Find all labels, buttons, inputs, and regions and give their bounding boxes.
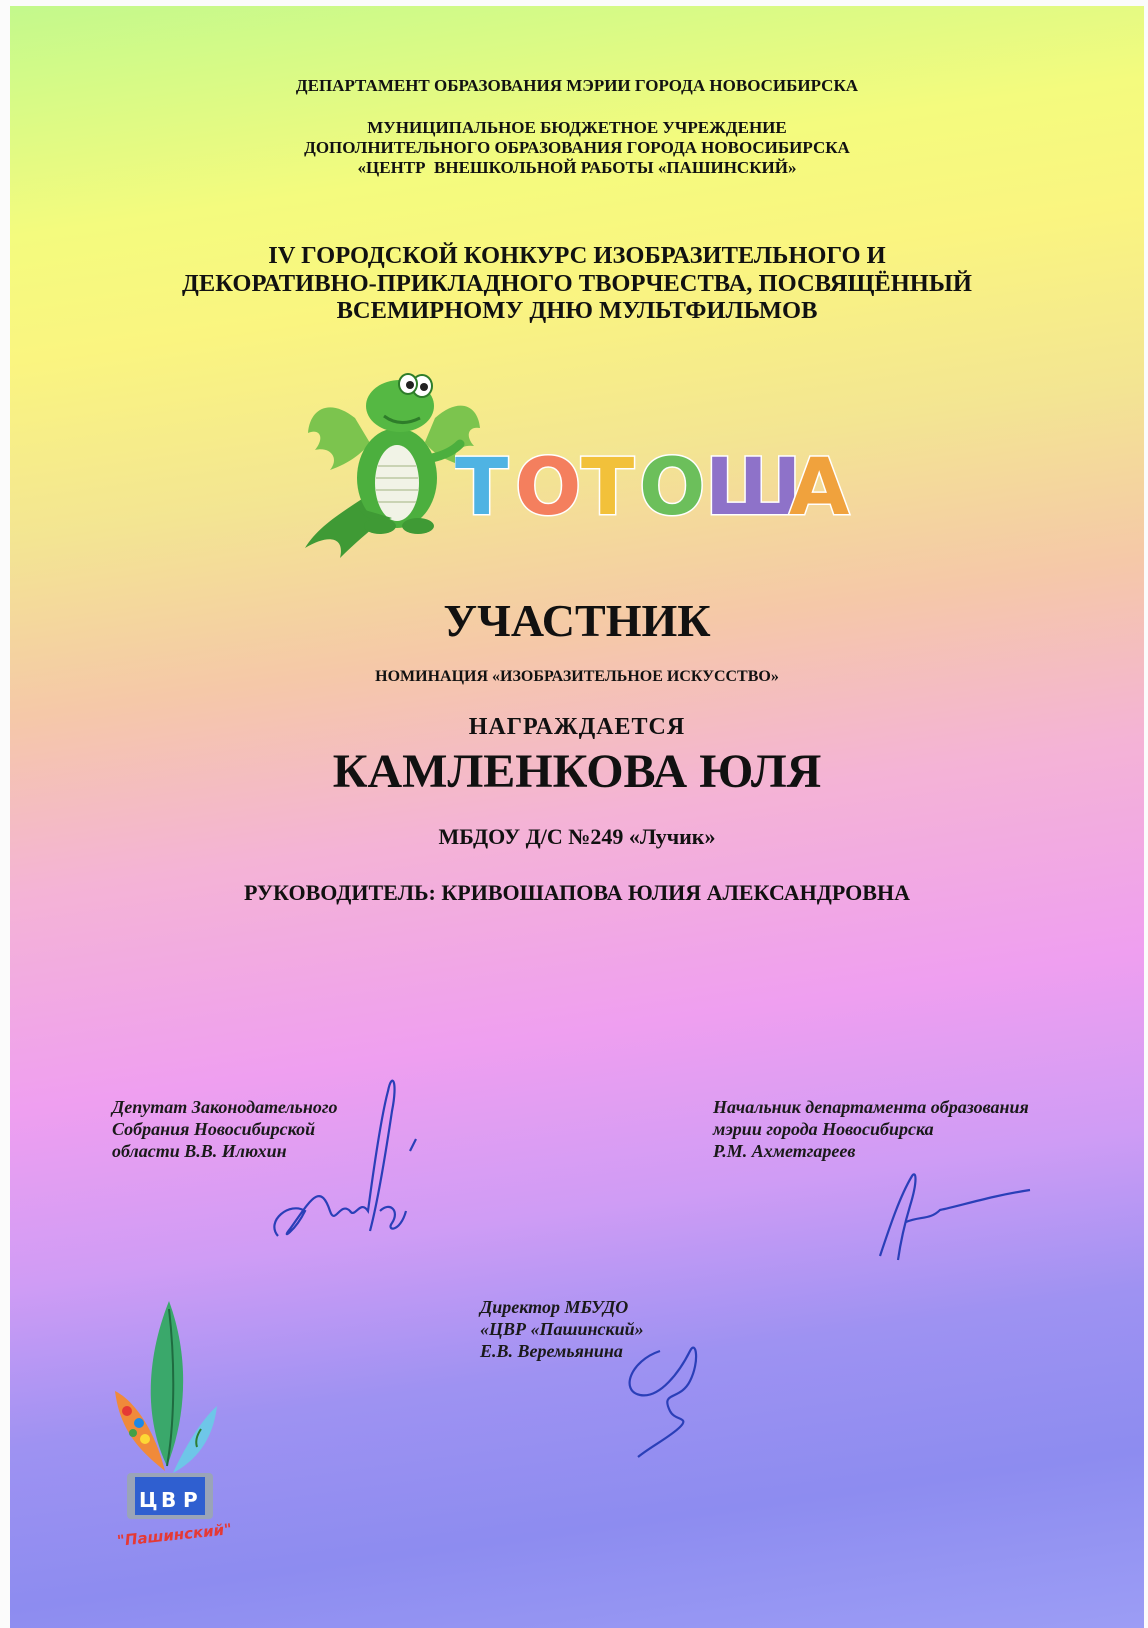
- brand-letter: Т: [455, 443, 509, 533]
- signatory-line: Директор МБУДО: [480, 1297, 629, 1317]
- brand-letter: О: [515, 443, 582, 533]
- signatory-line: мэрии города Новосибирска: [713, 1119, 934, 1139]
- institution-line: ДОПОЛНИТЕЛЬНОГО ОБРАЗОВАНИЯ ГОРОДА НОВОСИБИРСКА: [304, 138, 850, 157]
- contest-title: [10, 242, 1144, 325]
- recipient-organization: МБДОУ Д/С №249 «Лучик»: [438, 824, 716, 849]
- logo-letter: В: [161, 1488, 177, 1512]
- signatory-line: области В.В. Илюхин: [112, 1141, 287, 1161]
- brand-letter: Ш: [705, 443, 802, 533]
- institution-line: «ЦЕНТР ВНЕШКОЛЬНОЙ РАБОТЫ «ПАШИНСКИЙ»: [357, 158, 797, 177]
- signatory-line: Е.В. Веремьянина: [480, 1341, 623, 1361]
- brand-letter: А: [789, 443, 850, 533]
- institution-heading: [10, 118, 1144, 178]
- signatory-line: Собрания Новосибирской: [112, 1119, 316, 1139]
- signatory-line: «ЦВР «Пашинский»: [480, 1319, 644, 1339]
- signatory-line: Р.М. Ахметгареев: [713, 1141, 856, 1161]
- logo-letter: Р: [183, 1488, 198, 1512]
- signatory-line: Начальник департамента образования: [713, 1097, 1029, 1117]
- logo-caption: "Пашинский": [116, 1520, 233, 1550]
- brand-letter: О: [639, 443, 706, 533]
- recipient-name: КАМЛЕНКОВА ЮЛЯ: [332, 745, 822, 798]
- signature-icon: [260, 1061, 430, 1261]
- totosha-logo: [455, 434, 875, 534]
- contest-line: IV ГОРОДСКОЙ КОНКУРС ИЗОБРАЗИТЕЛЬНОГО И: [268, 242, 886, 269]
- contest-line: ДЕКОРАТИВНО-ПРИКЛАДНОГО ТВОРЧЕСТВА, ПОСВЯЩЁННЫЙ: [182, 269, 972, 297]
- institution-line: МУНИЦИПАЛЬНОЕ БЮДЖЕТНОЕ УЧРЕЖДЕНИЕ: [367, 118, 787, 137]
- cvr-pashinsky-logo-icon: [105, 1301, 235, 1551]
- supervisor: РУКОВОДИТЕЛЬ: КРИВОШАПОВА ЮЛИЯ АЛЕКСАНДРОВНА: [244, 880, 910, 905]
- contest-line: ВСЕМИРНОМУ ДНЮ МУЛЬТФИЛЬМОВ: [336, 297, 818, 324]
- signatory-line: Депутат Законодательного: [112, 1097, 338, 1117]
- brand-letter: Т: [581, 443, 635, 533]
- logo-letter: Ц: [139, 1488, 158, 1512]
- signature-icon: [620, 1331, 720, 1461]
- awarded-label: НАГРАЖДАЕТСЯ: [468, 714, 686, 740]
- department-heading: ДЕПАРТАМЕНТ ОБРАЗОВАНИЯ МЭРИИ ГОРОДА НОВОСИБИРСКА: [295, 76, 859, 95]
- signature-icon: [870, 1166, 1040, 1266]
- certificate-page: [10, 6, 1144, 1628]
- nomination: НОМИНАЦИЯ «ИЗОБРАЗИТЕЛЬНОЕ ИСКУССТВО»: [375, 668, 779, 685]
- award-title: УЧАСТНИК: [443, 595, 711, 646]
- signatory-department-head: [713, 1096, 1029, 1162]
